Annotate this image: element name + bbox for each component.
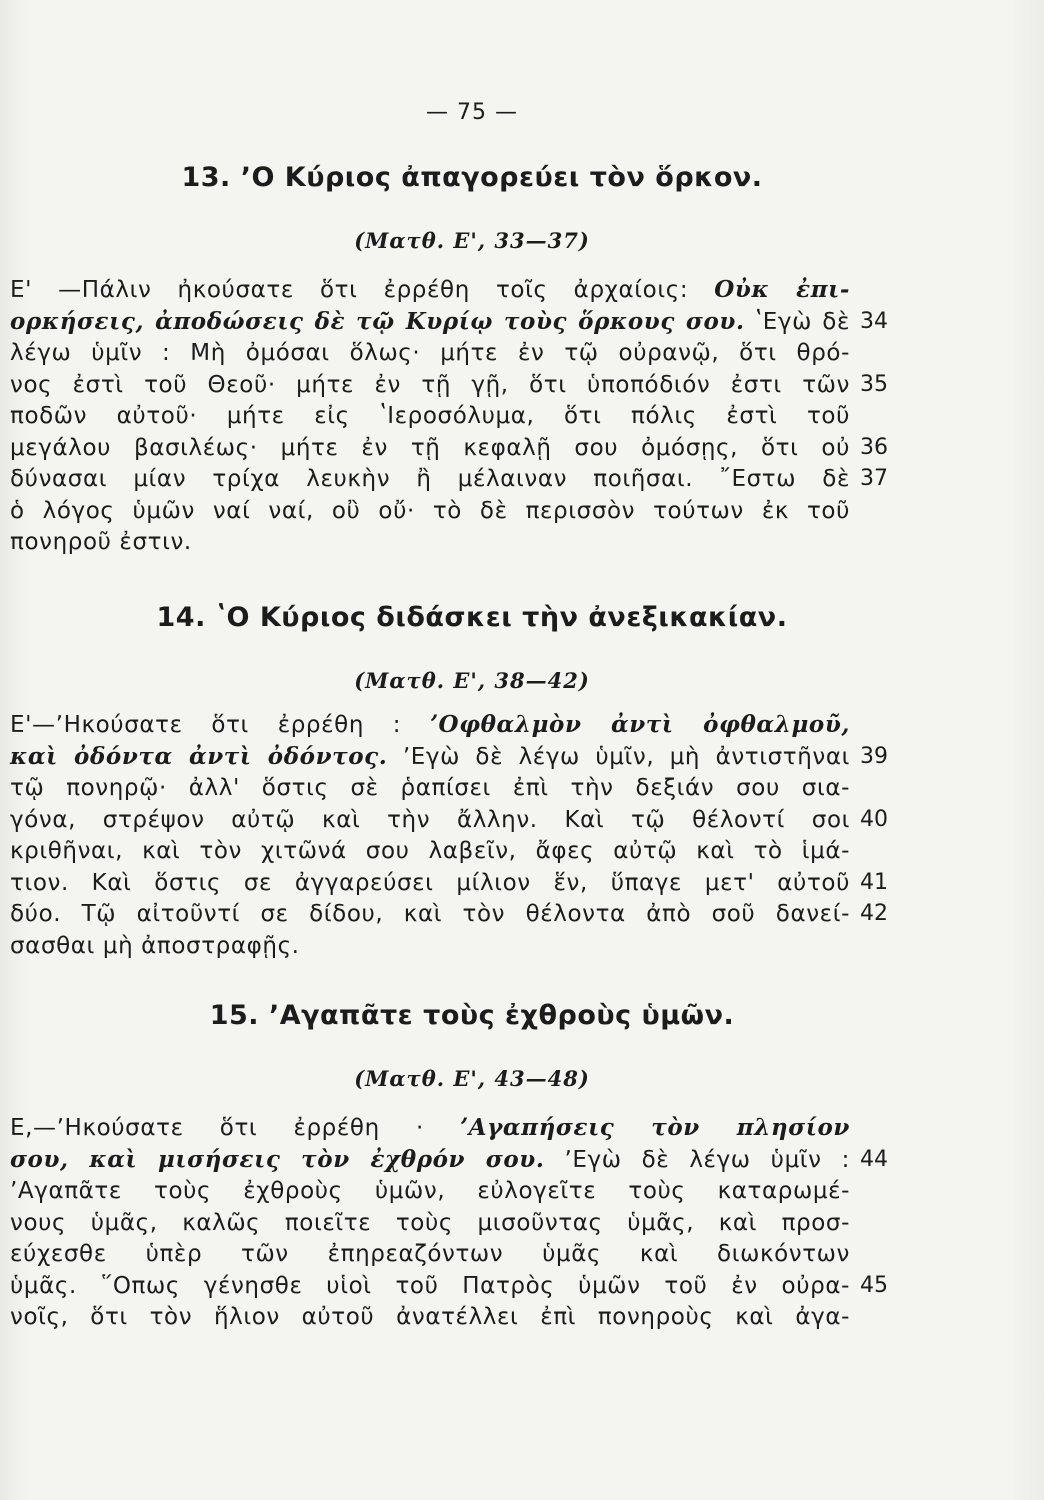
emphasized-quote: Οὐκ ἐπι- [714,276,850,303]
text-run: τῷ πονηρῷ· ἀλλ' ὅστις σὲ ῥαπίσει ἐπὶ τὴν δεξιάν σου σια- [10,775,850,801]
text-run: ʽΕγὼ δὲ [744,308,850,335]
emphasized-quote: ορκήσεις, ἀποδώσεις δὲ τῷ Κυρίῳ τοὺς ὅρκους σου. [10,307,745,335]
text-line [10,805,850,835]
text-line [10,307,850,337]
text-line [10,1113,850,1143]
text-line [10,464,850,494]
text-run: ποδῶν αὐτοῦ· μήτε εἰς ʽΙεροσόλυμα, ὅτι πόλις ἐστὶ τοῦ [10,403,850,429]
text-run: νοῖς, ὅτι τὸν ἥλιον αὐτοῦ ἀνατέλλει ἐπὶ πονηροὺς καὶ ἀγα- [10,1304,850,1330]
text-line [10,433,850,463]
text-line [10,1271,850,1301]
text-run: ʼΕγὼ δὲ λέγω ὑμῖν : [544,1146,850,1173]
section-heading: 15. ʼΑγαπᾶτε τοὺς ἐχθροὺς ὑμῶν. [209,1000,735,1031]
text-line [10,527,850,557]
verse-number: 40 [860,806,888,832]
text-line [10,401,850,431]
verse-number: 37 [860,466,888,491]
emphasized-quote: ʼΑγαπήσεις τὸν πλησίον [460,1114,850,1141]
verse-number: 41 [860,869,888,895]
text-run: Ε' —Πάλιν ἠκούσατε ὅτι ἐρρέθη τοῖς ἀρχαίοις: [10,277,715,303]
text-run: δύο. Τῷ αἰτοῦντί σε δίδου, καὶ τὸν θέλοντα ἀπὸ σοῦ δανεί- [10,901,850,927]
text-line [10,370,850,400]
text-run: ʼΕγὼ δὲ λέγω ὑμῖν, μὴ ἀντιστῆναι [387,743,851,770]
text-run: Ε,—ʼΗκούσατε ὅτι ἐρρέθη · [10,1115,461,1141]
text-run: πονηροῦ ἐστιν. [10,529,192,555]
text-line [10,338,850,368]
text-run: ʼΑγαπᾶτε τοὺς ἐχθροὺς ὑμῶν, εὐλογεῖτε τοὺς καταρωμέ- [10,1178,850,1204]
text-line [10,931,850,961]
text-run: μεγάλου βασιλέως· μήτε ἐν τῇ κεφαλῇ σου ὀμόσῃς, ὅτι οὐ [10,434,850,461]
text-run: ὁ λόγος ὑμῶν ναί ναί, οὒ οὔ· τὸ δὲ περισσὸν τούτων ἐκ τοῦ [10,497,850,524]
scripture-reference: (Ματθ. Ε', 43—48) [354,1066,590,1091]
verse-number: 36 [860,434,888,460]
text-line [10,773,850,803]
text-run: ὑμᾶς. ῞Οπως γένησθε υἱοὶ τοῦ Πατρὸς ὑμῶν τοῦ ἐν οὐρα- [10,1272,850,1299]
page-number: — 75 — [426,100,518,125]
verse-number: 34 [860,308,888,334]
text-line [10,710,850,740]
emphasized-quote: καὶ ὀδόντα ἀντὶ ὀδόντος. [10,742,388,770]
scripture-reference: (Ματθ. Ε', 33—37) [354,228,590,253]
verse-number: 42 [860,901,888,926]
text-line [10,1176,850,1206]
verse-number: 35 [860,371,888,397]
section-heading: 14. ʽΟ Κύριος διδάσκει τὴν ἀνεξικακίαν. [156,602,788,633]
text-line [10,1208,850,1238]
text-line [10,1302,850,1332]
text-run: νος ἐστὶ τοῦ Θεοῦ· μήτε ἐν τῇ γῇ, ὅτι ὑποπόδιόν ἐστι τῶν [10,371,850,398]
emphasized-quote: σου, καὶ μισήσεις τὸν ἐχθρόν σου. [10,1145,545,1173]
text-line [10,899,850,929]
text-run: λέγω ὑμῖν : Μὴ ὀμόσαι ὅλως· μήτε ἐν τῷ οὐρανῷ, ὅτι θρό- [10,340,850,366]
section-heading: 13. ʼΟ Κύριος ἀπαγορεύει τὸν ὅρκον. [181,162,763,193]
text-line [10,275,850,305]
text-run: Ε'—ʼΗκούσατε ὅτι ἐρρέθη : [10,712,430,738]
text-run: σασθαι μὴ ἀποστραφῇς. [10,932,300,959]
text-line [10,868,850,898]
text-line [10,1239,850,1269]
text-run: νους ὑμᾶς, καλῶς ποιεῖτε τοὺς μισοῦντας ὑμᾶς, καὶ προσ- [10,1209,850,1236]
text-run: εύχεσθε ὑπὲρ τῶν ἐπηρεαζόντων ὑμᾶς καὶ διωκόντων [10,1241,850,1267]
text-run: δύνασαι μίαν τρίχα λευκὴν ἢ μέλαιναν ποιῆσαι. ῎Εστω δὲ [10,466,850,492]
text-run: γόνα, στρέψον αὐτῷ καὶ τὴν ἄλλην. Καὶ τῷ θέλοντί σοι [10,806,850,833]
verse-number: 44 [860,1146,888,1172]
verse-number: 39 [860,743,888,769]
scripture-reference: (Ματθ. Ε', 38—42) [354,668,590,693]
text-line [10,836,850,866]
text-line [10,742,850,772]
text-line [10,1145,850,1175]
text-line [10,496,850,526]
text-run: κριθῆναι, καὶ τὸν χιτῶνά σου λαβεῖν, ἄφες αὐτῷ καὶ τὸ ἱμά- [10,838,850,864]
emphasized-quote: ʼΟφθαλμὸν ἀντὶ ὀφθαλμοῦ, [429,711,851,738]
text-run: τιον. Καὶ ὅστις σε ἀγγαρεύσει μίλιον ἕν, ὕπαγε μετ' αὐτοῦ [10,869,850,896]
verse-number: 45 [860,1272,888,1298]
